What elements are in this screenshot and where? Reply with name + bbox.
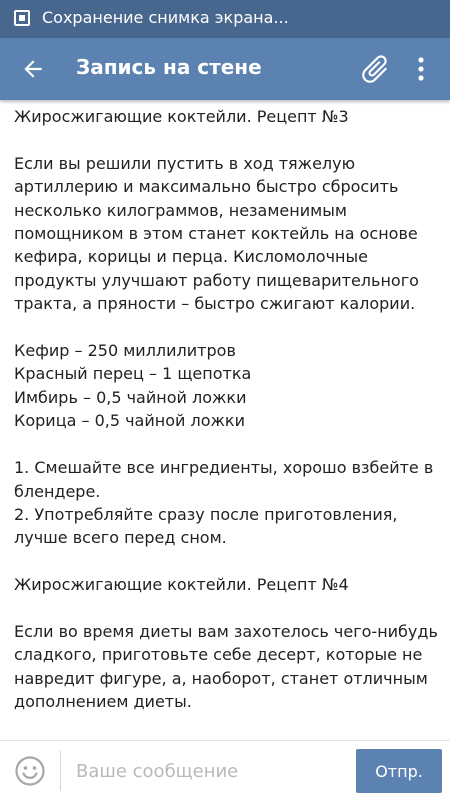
emoji-button[interactable] xyxy=(12,753,48,789)
back-button[interactable] xyxy=(10,46,56,92)
status-bar xyxy=(0,0,450,38)
attach-button[interactable] xyxy=(354,48,396,90)
paperclip-icon xyxy=(358,52,392,86)
post-text: Жиросжигающие коктейли. Рецепт №3 Если вы решили пустить в ход тяжелую артиллерию и максимально быстро сбросить несколько килограммов, незаменимым помощником в этом станет коктейль на основе кефира, корицы и перца. Кисломолочные продукты улучшают работу пищеварительного тракта, а пряности – быстро сжигают калории. Кефир – 250 миллилитров Красный перец – 1 щепотка Имбирь – 0,5 чайной ложки Корица – 0,5 чайной ложки 1. Смешайте все ингредиенты, хорошо взбейте в блендере. 2. Употребляйте сразу после приготовления, лучше всего перед сном. Жиросжигающие коктейли. Рецепт №4 Если во время диеты вам захотелось чего-нибудь сладкого, приготовьте себе десерт, которые не навредит фигуре, а, наоборот, станет отличным дополнением диеты. xyxy=(14,107,438,712)
screenshot-notification-icon xyxy=(14,10,30,26)
send-button[interactable]: Отпр. xyxy=(356,749,442,793)
composer-divider xyxy=(60,751,61,791)
app-bar xyxy=(0,38,450,100)
post-content[interactable] xyxy=(0,100,450,740)
message-input[interactable] xyxy=(68,753,338,789)
page-title: Запись на стене xyxy=(76,55,262,79)
smiley-icon xyxy=(14,755,46,787)
more-options-button[interactable] xyxy=(404,48,438,90)
arrow-left-icon xyxy=(20,56,46,82)
more-vertical-icon xyxy=(417,56,425,82)
message-composer xyxy=(0,740,450,800)
status-notification-text: Сохранение снимка экрана... xyxy=(42,8,289,27)
